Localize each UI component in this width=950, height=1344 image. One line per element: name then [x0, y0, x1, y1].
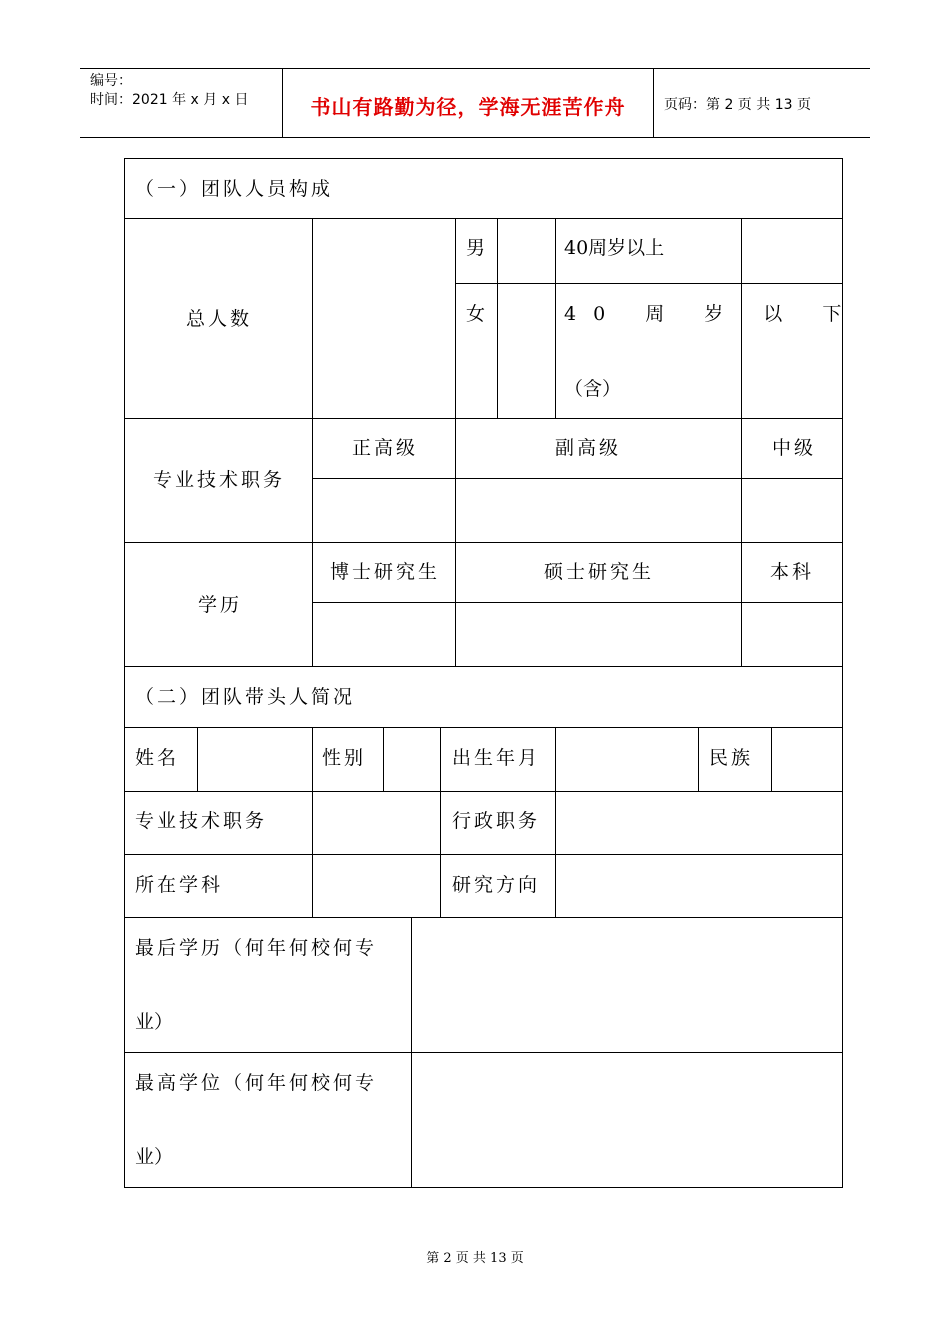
row-line [124, 1187, 843, 1188]
col-line [312, 218, 313, 418]
tech-title-label: 专业技术职务 [135, 810, 268, 832]
col-line [440, 727, 441, 791]
edu-bachelor-label: 本科 [770, 561, 815, 583]
section1-title: （一）团队人员构成 [135, 178, 334, 200]
row-line [124, 1052, 843, 1053]
last-edu-label: 最后学历（何年何校何专 [135, 937, 378, 959]
rank-vice-label: 副高级 [555, 437, 622, 459]
col-line [555, 727, 556, 791]
col-line [455, 218, 456, 418]
row-line [124, 218, 843, 219]
admin-title-label: 行政职务 [452, 810, 541, 832]
age-below-label-cont: （含） [564, 378, 622, 400]
row-line [124, 666, 843, 667]
discipline-label: 所在学科 [135, 874, 224, 896]
col-line [197, 727, 198, 791]
male-label: 男 [466, 237, 486, 259]
name-label: 姓名 [135, 747, 180, 769]
ethnic-label: 民族 [709, 747, 754, 769]
col-line [411, 917, 412, 1187]
col-line [440, 791, 441, 917]
gender-label: 性别 [322, 747, 367, 769]
age-above-label: 40周岁以上 [564, 237, 665, 259]
row-line [312, 478, 843, 479]
education-label: 学历 [198, 594, 243, 616]
time-label: 时间：2021 年 x 月 x 日 [90, 92, 249, 108]
row-line [455, 283, 843, 284]
page-label: 页码：第 2 页 共 13 页 [664, 97, 811, 113]
serial-label: 编号： [90, 73, 132, 89]
row-line [124, 158, 843, 159]
top-degree-label-cont: 业） [135, 1146, 174, 1168]
row-line [124, 917, 843, 918]
table-border-left [124, 158, 125, 1188]
col-line [698, 727, 699, 791]
row-line [124, 727, 843, 728]
col-line [497, 218, 498, 418]
row-line [312, 602, 843, 603]
row-line [124, 542, 843, 543]
birth-label: 出生年月 [452, 747, 541, 769]
research-label: 研究方向 [452, 874, 541, 896]
edu-phd-label: 博士研究生 [330, 561, 441, 583]
row-line [124, 791, 843, 792]
page-footer: 第 2 页 共 13 页 [426, 1251, 524, 1266]
col-line [383, 727, 384, 791]
col-line [771, 727, 772, 791]
title-rank-label: 专业技术职务 [153, 469, 286, 491]
row-line [124, 854, 843, 855]
col-line [312, 418, 313, 666]
rank-senior-label: 正高级 [352, 437, 419, 459]
age-below-label: 40 周 岁 以 下 [564, 303, 859, 325]
row-line [124, 418, 843, 419]
section2-title: （二）团队带头人简况 [135, 686, 356, 708]
total-label: 总人数 [186, 308, 253, 330]
female-label: 女 [466, 303, 486, 325]
col-line [555, 791, 556, 917]
motto: 书山有路勤为径，学海无涯苦作舟 [310, 95, 626, 119]
rank-mid-label: 中级 [772, 437, 817, 459]
edu-master-label: 硕士研究生 [544, 561, 655, 583]
col-line [312, 791, 313, 917]
col-line [555, 218, 556, 418]
top-degree-label: 最高学位（何年何校何专 [135, 1072, 378, 1094]
col-line [455, 418, 456, 666]
col-line [312, 727, 313, 791]
last-edu-label-cont: 业） [135, 1011, 174, 1033]
col-line [741, 418, 742, 666]
